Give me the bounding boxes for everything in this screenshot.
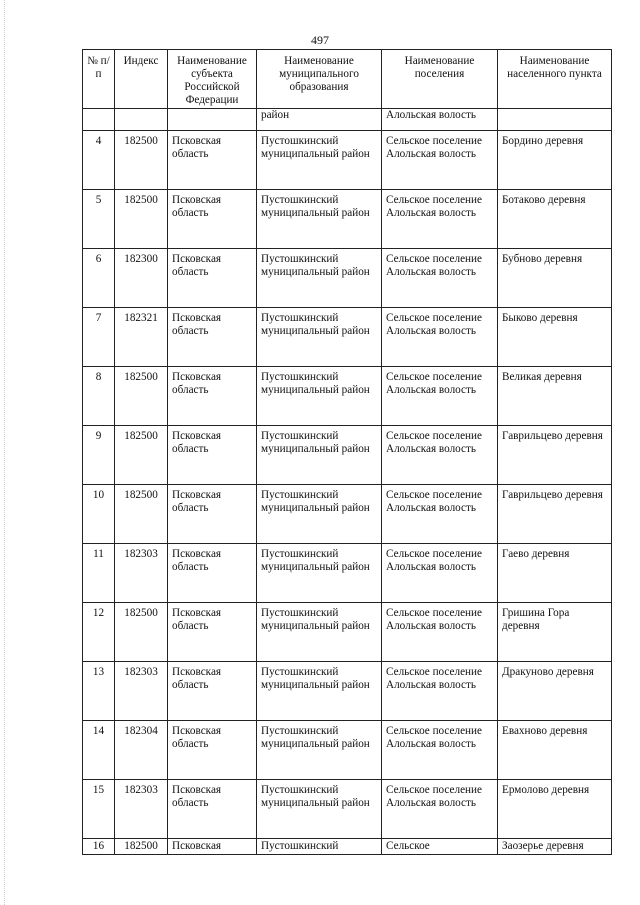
cell-subject: Псковская область	[168, 131, 257, 190]
cell-municipality: Пустошкинский муниципальный район	[257, 308, 382, 367]
header-locality: Наименование населенного пункта	[498, 50, 612, 109]
page-number: 497	[311, 33, 329, 47]
cell-subject: Псковская область	[168, 485, 257, 544]
cell-num: 9	[83, 426, 115, 485]
header-num: № п/п	[83, 50, 115, 109]
cell-num: 4	[83, 131, 115, 190]
cell-locality: Гаврильцево деревня	[498, 485, 612, 544]
cell-locality: Ботаково деревня	[498, 190, 612, 249]
cell-index: 182304	[115, 721, 168, 780]
cell-index: 182500	[115, 190, 168, 249]
cell-num: 8	[83, 367, 115, 426]
cell-locality	[498, 109, 612, 131]
cell-municipality: Пустошкинский муниципальный район	[257, 662, 382, 721]
cell-index: 182500	[115, 426, 168, 485]
cell-num: 10	[83, 485, 115, 544]
header-settlement: Наименование поселения	[382, 50, 498, 109]
cell-subject: Псковская область	[168, 367, 257, 426]
table-row	[83, 131, 612, 190]
cell-subject: Псковская область	[168, 780, 257, 839]
table-row	[83, 249, 612, 308]
cell-num: 6	[83, 249, 115, 308]
cell-index: 182300	[115, 249, 168, 308]
header-municipality: Наименование муниципального образования	[257, 50, 382, 109]
cell-settlement: Сельское поселение Алольская волость	[382, 249, 498, 308]
cell-locality: Великая деревня	[498, 367, 612, 426]
cell-subject: Псковская область	[168, 249, 257, 308]
cell-locality: Гришина Гора деревня	[498, 603, 612, 662]
cell-municipality: Пустошкинский муниципальный район	[257, 721, 382, 780]
cell-settlement: Сельское поселение Алольская волость	[382, 544, 498, 603]
cell-settlement: Сельское	[382, 839, 498, 855]
table-row	[83, 544, 612, 603]
cell-settlement: Сельское поселение Алольская волость	[382, 780, 498, 839]
cell-num: 7	[83, 308, 115, 367]
table-row-partial	[83, 839, 612, 855]
cell-num: 14	[83, 721, 115, 780]
cell-index: 182500	[115, 603, 168, 662]
continuation-row	[83, 109, 612, 131]
cell-subject: Псковская	[168, 839, 257, 855]
cell-subject: Псковская область	[168, 603, 257, 662]
cell-municipality: Пустошкинский муниципальный район	[257, 426, 382, 485]
cell-settlement: Алольская волость	[382, 109, 498, 131]
cell-locality: Дракуново деревня	[498, 662, 612, 721]
cell-locality: Заозерье деревня	[498, 839, 612, 855]
cell-index: 182500	[115, 839, 168, 855]
table-row	[83, 426, 612, 485]
cell-num: 11	[83, 544, 115, 603]
table-row	[83, 780, 612, 839]
cell-locality: Быково деревня	[498, 308, 612, 367]
table-row	[83, 190, 612, 249]
cell-subject: Псковская область	[168, 426, 257, 485]
header-subject: Наименование субъекта Российской Федерации	[168, 50, 257, 109]
cell-municipality: Пустошкинский муниципальный район	[257, 367, 382, 426]
cell-municipality: Пустошкинский муниципальный район	[257, 131, 382, 190]
scan-edge	[4, 0, 6, 905]
cell-municipality: Пустошкинский муниципальный район	[257, 544, 382, 603]
table-row	[83, 367, 612, 426]
cell-num: 16	[83, 839, 115, 855]
cell-num: 13	[83, 662, 115, 721]
cell-index	[115, 109, 168, 131]
cell-subject: Псковская область	[168, 308, 257, 367]
table-row	[83, 662, 612, 721]
cell-settlement: Сельское поселение Алольская волость	[382, 662, 498, 721]
cell-locality: Гаврильцево деревня	[498, 426, 612, 485]
header-index: Индекс	[115, 50, 168, 109]
cell-subject: Псковская область	[168, 662, 257, 721]
cell-locality: Евахново деревня	[498, 721, 612, 780]
cell-settlement: Сельское поселение Алольская волость	[382, 367, 498, 426]
cell-municipality: Пустошкинский	[257, 839, 382, 855]
cell-municipality: Пустошкинский муниципальный район	[257, 603, 382, 662]
cell-settlement: Сельское поселение Алольская волость	[382, 190, 498, 249]
cell-settlement: Сельское поселение Алольская волость	[382, 485, 498, 544]
cell-num: 12	[83, 603, 115, 662]
cell-settlement: Сельское поселение Алольская волость	[382, 603, 498, 662]
cell-municipality: район	[257, 109, 382, 131]
localities-table	[82, 49, 612, 855]
cell-municipality: Пустошкинский муниципальный район	[257, 485, 382, 544]
cell-municipality: Пустошкинский муниципальный район	[257, 190, 382, 249]
cell-settlement: Сельское поселение Алольская волость	[382, 131, 498, 190]
cell-subject: Псковская область	[168, 544, 257, 603]
table-row	[83, 308, 612, 367]
cell-num: 5	[83, 190, 115, 249]
cell-subject: Псковская область	[168, 721, 257, 780]
cell-index: 182303	[115, 780, 168, 839]
cell-settlement: Сельское поселение Алольская волость	[382, 721, 498, 780]
table-row	[83, 721, 612, 780]
cell-municipality: Пустошкинский муниципальный район	[257, 780, 382, 839]
cell-settlement: Сельское поселение Алольская волость	[382, 426, 498, 485]
cell-index: 182500	[115, 131, 168, 190]
table-row	[83, 603, 612, 662]
cell-locality: Бордино деревня	[498, 131, 612, 190]
cell-municipality: Пустошкинский муниципальный район	[257, 249, 382, 308]
cell-locality: Ермолово деревня	[498, 780, 612, 839]
table-row	[83, 485, 612, 544]
cell-subject	[168, 109, 257, 131]
cell-index: 182500	[115, 485, 168, 544]
cell-index: 182303	[115, 662, 168, 721]
header-row	[83, 50, 612, 109]
cell-num	[83, 109, 115, 131]
cell-locality: Бубново деревня	[498, 249, 612, 308]
cell-locality: Гаево деревня	[498, 544, 612, 603]
cell-settlement: Сельское поселение Алольская волость	[382, 308, 498, 367]
cell-num: 15	[83, 780, 115, 839]
cell-index: 182500	[115, 367, 168, 426]
cell-subject: Псковская область	[168, 190, 257, 249]
cell-index: 182303	[115, 544, 168, 603]
cell-index: 182321	[115, 308, 168, 367]
